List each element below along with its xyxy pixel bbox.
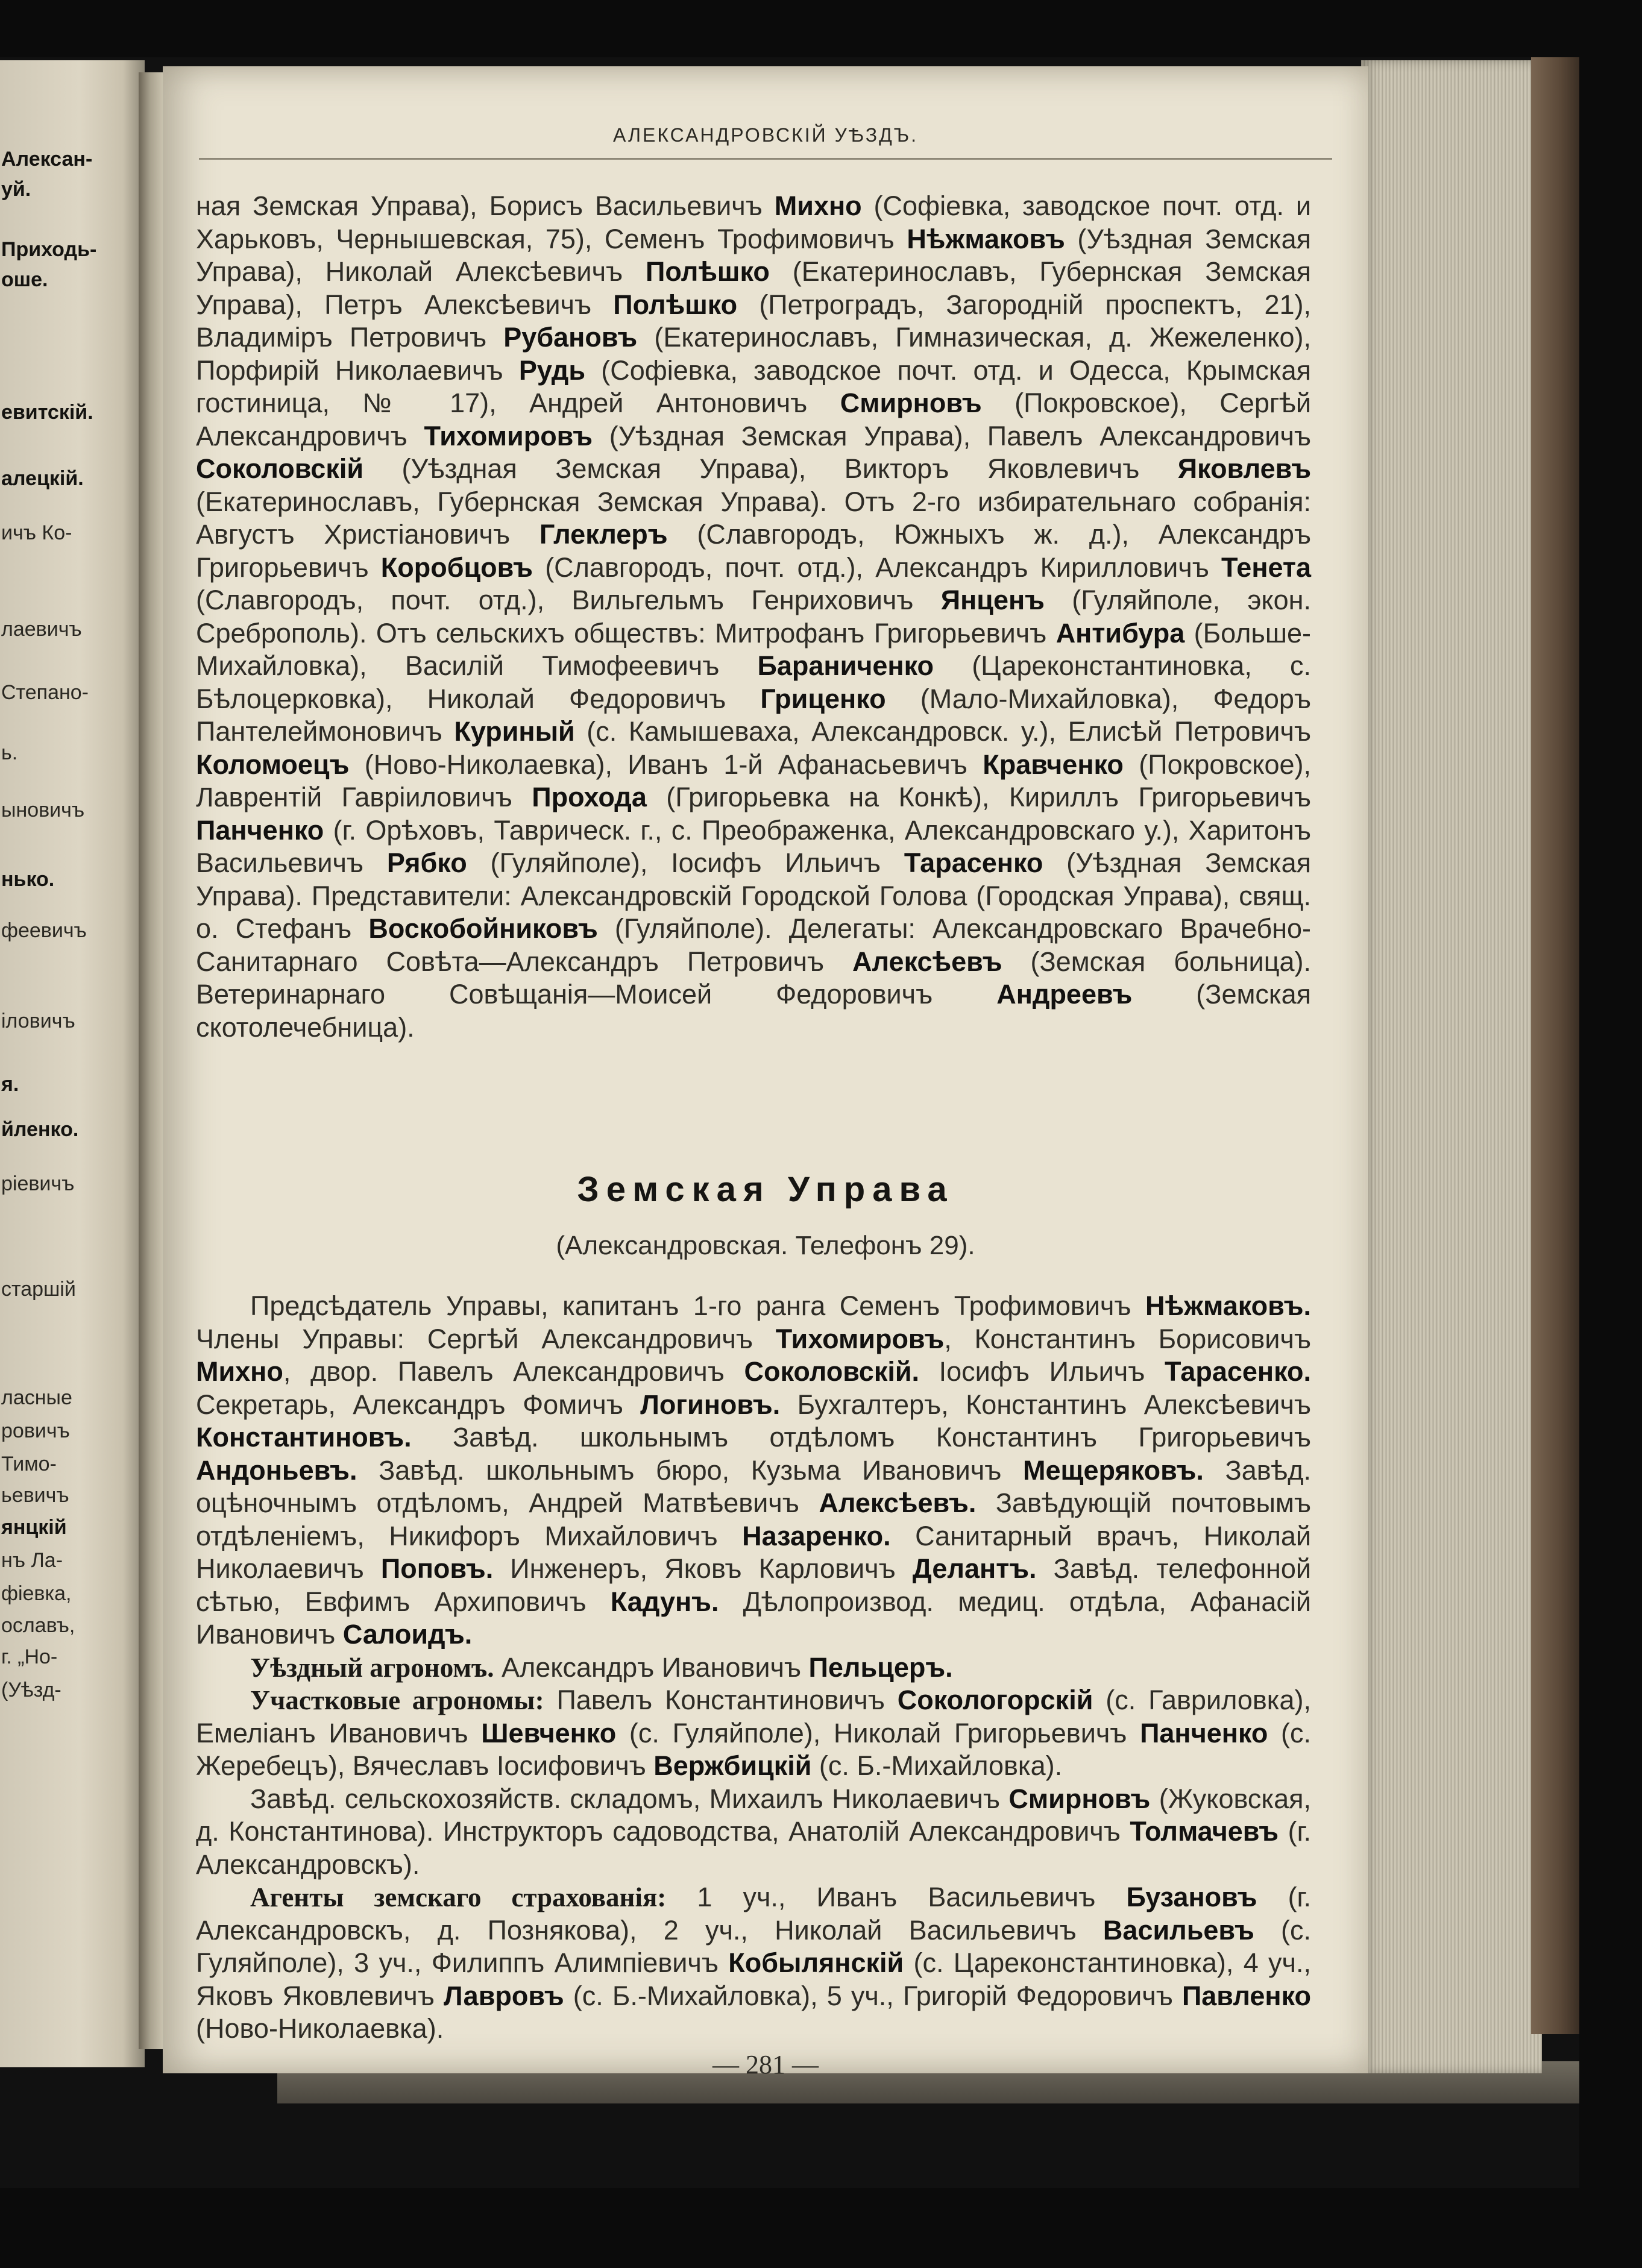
left-page-line: йленко. — [1, 1118, 79, 1141]
text-run: Предсѣдатель Управы, капитанъ 1-го ранга Семенъ Трофимовичъ — [250, 1290, 1145, 1321]
person-surname: Алексѣевъ — [852, 946, 1002, 977]
left-page-line: евитскій. — [1, 401, 93, 424]
position-heading: Агенты земскаго страхованія: — [250, 1882, 667, 1912]
text-run: (Славгородъ, почт. отд.), Вильгельмъ Генриховичъ — [196, 585, 941, 615]
person-surname: Андоньевъ. — [196, 1454, 357, 1486]
body-paragraph — [196, 1651, 1311, 1685]
person-surname: Кобылянскій — [728, 1947, 904, 1978]
person-surname: Смирновъ — [1008, 1783, 1151, 1814]
book-cover-right — [1531, 57, 1579, 2034]
person-surname: Соколовскій — [196, 453, 364, 484]
text-run: (г. Александровскъ, д. Познякова), 2 уч., Николай Васильевичъ — [196, 1882, 1311, 1946]
left-page-line: Алексан- — [1, 148, 93, 171]
page-number: — 281 — — [712, 2050, 819, 2079]
person-surname: Тенета — [1221, 551, 1311, 583]
person-surname: Нѣжмаковъ. — [1145, 1290, 1311, 1321]
left-page-line: Тимо- — [1, 1453, 57, 1475]
person-surname: Воскобойниковъ — [368, 913, 598, 944]
text-run: (с. Гавриловка), Емеліанъ Ивановичъ — [196, 1685, 1311, 1748]
text-run: (Больше-Михайловка), Василій Тимофеевичъ — [196, 617, 1311, 681]
text-run: Санитарный врачъ, Николай Николаевичъ — [196, 1520, 1311, 1584]
text-run: (с. Гуляйполе), 3 уч., Филиппъ Алимпіевичъ — [196, 1914, 1311, 1978]
text-run: (Григорьевка на Конкѣ), Кириллъ Григорьевичъ — [646, 782, 1311, 812]
text-run: Александръ Ивановичъ — [494, 1651, 809, 1683]
text-run: Бухгалтеръ, Константинъ Алексѣевичъ — [780, 1389, 1311, 1420]
person-surname: Назаренко. — [742, 1520, 891, 1551]
text-run: (Уѣздная Земская Управа), Николай Алексѣевичъ — [196, 223, 1312, 287]
person-surname: Шевченко — [481, 1717, 617, 1748]
person-surname: Мещеряковъ. — [1023, 1454, 1204, 1486]
person-surname: Гриценко — [760, 683, 886, 714]
left-page-line: лаевичъ — [1, 618, 82, 641]
text-run: , Константинъ Борисовичъ — [944, 1323, 1311, 1354]
person-surname: Смирновъ — [840, 388, 982, 418]
body-paragraph — [196, 1881, 1311, 2046]
person-surname: Андреевъ — [996, 979, 1133, 1010]
person-surname: Рябко — [386, 847, 467, 878]
person-surname: Вержбицкій — [653, 1750, 812, 1781]
text-run: (Земская скотолечебница). — [196, 979, 1311, 1043]
text-run: (Покровское), Лаврентій Гавріиловичъ — [196, 749, 1311, 812]
text-run: (Софіевка, заводское почт. отд. и Одесса, Крымская гостиница, № 17), Андрей Антоновичъ — [196, 354, 1311, 418]
text-run: 1 уч., Иванъ Васильевичъ — [666, 1882, 1127, 1912]
text-run: (Екатеринославъ, Гимназическая, д. Жежеленко), Порфирій Николаевичъ — [196, 322, 1311, 386]
person-surname: Коломоецъ — [196, 749, 350, 780]
text-run: , двор. Павелъ Александровичъ — [283, 1356, 744, 1387]
text-run: (Уѣздная Земская Управа), Викторъ Яковлевичъ — [363, 453, 1178, 484]
text-run: (Ново-Николаевка). — [196, 2013, 444, 2044]
background-top — [0, 0, 1642, 57]
person-surname: Янценъ — [940, 585, 1045, 615]
left-page-edge — [0, 60, 145, 2067]
person-surname: Глеклеръ — [539, 519, 668, 550]
text-run: (Славгородъ, Южныхъ ж. д.), Александръ Григорьевичъ — [196, 519, 1312, 583]
person-surname: Толмачевъ — [1130, 1816, 1279, 1847]
person-surname: Бузановъ — [1126, 1882, 1257, 1912]
text-run: (Гуляйполе, экон. Среброполь). Отъ сельскихъ обществъ: Митрофанъ Григорьевичъ — [196, 585, 1311, 649]
body-paragraph — [196, 1684, 1311, 1783]
text-run: ная Земская Управа), Борисъ Васильевичъ — [196, 190, 775, 221]
person-surname: Тарасенко. — [1164, 1356, 1311, 1387]
person-surname: Бараниченко — [757, 650, 934, 681]
left-page-line: ріевичъ — [1, 1172, 75, 1195]
background-bottom — [0, 2188, 1642, 2268]
left-page-line: уй. — [1, 178, 31, 201]
person-surname: Тихомировъ — [424, 420, 593, 451]
person-surname: Кадунъ. — [610, 1586, 719, 1617]
left-page-line: Степано- — [1, 681, 89, 704]
text-run: (Уѣздная Земская Управа), Павелъ Александровичъ — [593, 420, 1312, 451]
text-run: (Жуковская, д. Константинова). Инструкторъ садоводства, Анатолій Александровичъ — [196, 1783, 1311, 1847]
text-run: Секретарь, Александръ Фомичъ — [196, 1389, 641, 1420]
text-run: (с. Гуляйполе), Николай Григорьевичъ — [616, 1717, 1140, 1748]
left-page-line: ичъ Ко- — [1, 521, 72, 544]
person-surname: Куриный — [454, 716, 575, 747]
person-surname: Михно — [196, 1356, 283, 1387]
person-surname: Рудь — [518, 354, 586, 386]
background-right — [1579, 0, 1642, 2268]
text-run: (Покровское), Сергѣй Александровичъ — [196, 388, 1311, 451]
section-title: Земская Управа — [577, 1170, 954, 1209]
intro-paragraph — [196, 190, 1311, 1044]
text-run: (Екатеринославъ, Губернская Земская Управа). Отъ 2-го избирательнаго собранія: Августъ Христіановичъ — [196, 486, 1311, 550]
person-surname: Логиновъ. — [640, 1389, 781, 1420]
text-run: Іосифъ Ильичъ — [919, 1356, 1165, 1387]
left-page-line: янцкій — [1, 1516, 67, 1539]
person-surname: Кравченко — [983, 749, 1124, 780]
text-run: (Земская больница). Ветеринарнаго Совѣщанія—Моисей Федоровичъ — [196, 946, 1311, 1010]
person-surname: Тихомировъ — [775, 1323, 945, 1354]
running-header: АЛЕКСАНДРОВСКІЙ УѢЗДЪ. — [613, 124, 918, 146]
left-page-line: ыновичъ — [1, 799, 85, 821]
text-run: Завѣд. оцѣночнымъ отдѣломъ, Андрей Матвѣевичъ — [196, 1454, 1312, 1518]
header-rule — [199, 158, 1332, 160]
person-surname: Поповъ. — [380, 1553, 494, 1584]
text-run: (Гуляйполе), Іосифъ Ильичъ — [467, 847, 904, 878]
left-page-line: ославъ, — [1, 1614, 75, 1637]
person-surname: Коробцовъ — [380, 551, 533, 583]
left-page-line: ьевичъ — [1, 1484, 69, 1507]
text-run: (Славгородъ, почт. отд.), Александръ Кирилловичъ — [533, 551, 1222, 583]
left-page-line: ровичъ — [1, 1419, 70, 1442]
person-surname: Делантъ. — [912, 1553, 1037, 1584]
person-surname: Антибура — [1055, 617, 1185, 649]
text-run: (Софіевка, заводское почт. отд. и Харьковъ, Чернышевская, 75), Семенъ Трофимовичъ — [196, 190, 1311, 254]
body-paragraph — [196, 1290, 1311, 1651]
person-surname: Полѣшко — [613, 289, 738, 320]
text-run: Завѣдующій почтовымъ отдѣленіемъ, Никифоръ Михайловичъ — [196, 1487, 1311, 1551]
page-edges — [1361, 60, 1542, 2073]
left-page-line: ласные — [1, 1386, 72, 1409]
person-surname: Васильевъ — [1103, 1914, 1254, 1946]
body-paragraph — [196, 1783, 1311, 1882]
person-surname: Константиновъ. — [196, 1422, 412, 1453]
text-run: (с. Царeконстантиновка), 4 уч., Яковъ Яковлевичъ — [196, 1947, 1311, 2011]
person-surname: Тарасенко — [904, 847, 1043, 878]
left-page-line: я. — [1, 1073, 19, 1096]
text-run: Завѣд. сельскохозяйств. складомъ, Михаилъ Николаевичъ — [250, 1783, 1009, 1814]
person-surname: Пельцеръ. — [808, 1651, 953, 1683]
person-surname: Панченко — [196, 814, 324, 846]
left-page-line: старшій — [1, 1278, 76, 1301]
left-page-line: (Уѣзд- — [1, 1679, 61, 1701]
section-subtitle: (Александровская. Телефонъ 29). — [556, 1231, 975, 1260]
text-run: (с. Жеребецъ), Вячеславъ Іосифовичъ — [196, 1717, 1311, 1781]
left-page-line: нько. — [1, 868, 55, 891]
person-surname: Сокологорскій — [897, 1685, 1093, 1715]
right-page — [163, 66, 1368, 2079]
person-surname: Михно — [774, 190, 862, 221]
text-run: (с. Б.-Михайловка). — [811, 1750, 1063, 1781]
text-run: (с. Б.-Михайловка), 5 уч., Григорій Федоровичъ — [564, 1980, 1182, 2011]
text-run: (Мало-Михайловка), Федоръ Пантелеймоновичъ — [196, 683, 1312, 747]
person-surname: Рубановъ — [503, 322, 638, 353]
text-run: (Цареконстантиновка, с. Бѣлоцерковка), Николай Федоровичъ — [196, 650, 1311, 714]
text-run: Завѣд. телефонной сѣтью, Евфимъ Архиповичъ — [196, 1553, 1311, 1617]
person-surname: Прохода — [532, 782, 647, 812]
person-surname: Полѣшко — [646, 256, 770, 287]
left-page-line: ь. — [1, 741, 18, 764]
person-surname: Соколовскій. — [744, 1356, 920, 1387]
text-run: Завѣд. школьнымъ отдѣломъ Константинъ Григорьевичъ — [411, 1422, 1311, 1453]
left-page-line: іловичъ — [1, 1010, 75, 1032]
left-page-line: алецкій. — [1, 467, 84, 490]
person-surname: Салоидъ. — [342, 1619, 473, 1650]
section-body — [196, 1290, 1311, 2046]
left-page-line: нъ Ла- — [1, 1549, 63, 1572]
text-run: Павелъ Константиновичъ — [544, 1685, 898, 1715]
left-page-line: Приходь- — [1, 238, 97, 261]
text-run: (г. Орѣховъ, Таврическ. г., с. Преображенка, Александровскаго у.), Харитонъ Васильевичъ — [196, 814, 1311, 878]
person-surname: Панченко — [1140, 1717, 1268, 1748]
person-surname: Нѣжмаковъ — [907, 223, 1065, 254]
text-run: (г. Александровскъ). — [196, 1816, 1311, 1880]
left-page-line: г. „Но- — [1, 1645, 58, 1668]
text-run: (с. Камышеваха, Александровск. у.), Елисѣй Петровичъ — [574, 716, 1311, 747]
person-surname: Яковлевъ — [1177, 453, 1311, 484]
left-page-line: фіевка, — [1, 1582, 72, 1605]
person-surname: Лавровъ — [443, 1980, 564, 2011]
position-heading: Участковые агрономы: — [250, 1685, 544, 1715]
text-run: (Екатеринославъ, Губернская Земская Управа), Петръ Алексѣевичъ — [196, 256, 1312, 320]
text-run: Инженеръ, Яковъ Карловичъ — [493, 1553, 913, 1584]
text-run: (Уѣздная Земская Управа). Представители: Александровскій Городской Голова (Городская Управа), свящ. о. Стефанъ — [196, 847, 1311, 944]
position-heading: Уѣздный агрономъ. — [250, 1652, 494, 1683]
left-page-line: оше. — [1, 268, 48, 291]
person-surname: Алексѣевъ. — [819, 1487, 977, 1518]
text-run: Члены Управы: Сергѣй Александровичъ — [196, 1323, 776, 1354]
text-run: (Гуляйполе). Делегаты: Александровскаго Врачебно-Санитарнаго Совѣта—Александръ Петровичъ — [196, 913, 1311, 977]
text-run: Завѣд. школьнымъ бюро, Кузьма Ивановичъ — [357, 1454, 1023, 1486]
person-surname: Павленко — [1181, 1980, 1311, 2011]
text-run: (Петроградъ, Загородній проспектъ, 21), Владиміръ Петровичъ — [196, 289, 1311, 353]
intro-text — [196, 190, 1311, 1044]
left-page-line: феевичъ — [1, 919, 87, 942]
text-run: (Ново-Николаевка), Иванъ 1-й Афанасьевичъ — [349, 749, 983, 780]
text-run: Дѣлопроизвод. медиц. отдѣла, Афанасій Ивановичъ — [196, 1586, 1311, 1650]
